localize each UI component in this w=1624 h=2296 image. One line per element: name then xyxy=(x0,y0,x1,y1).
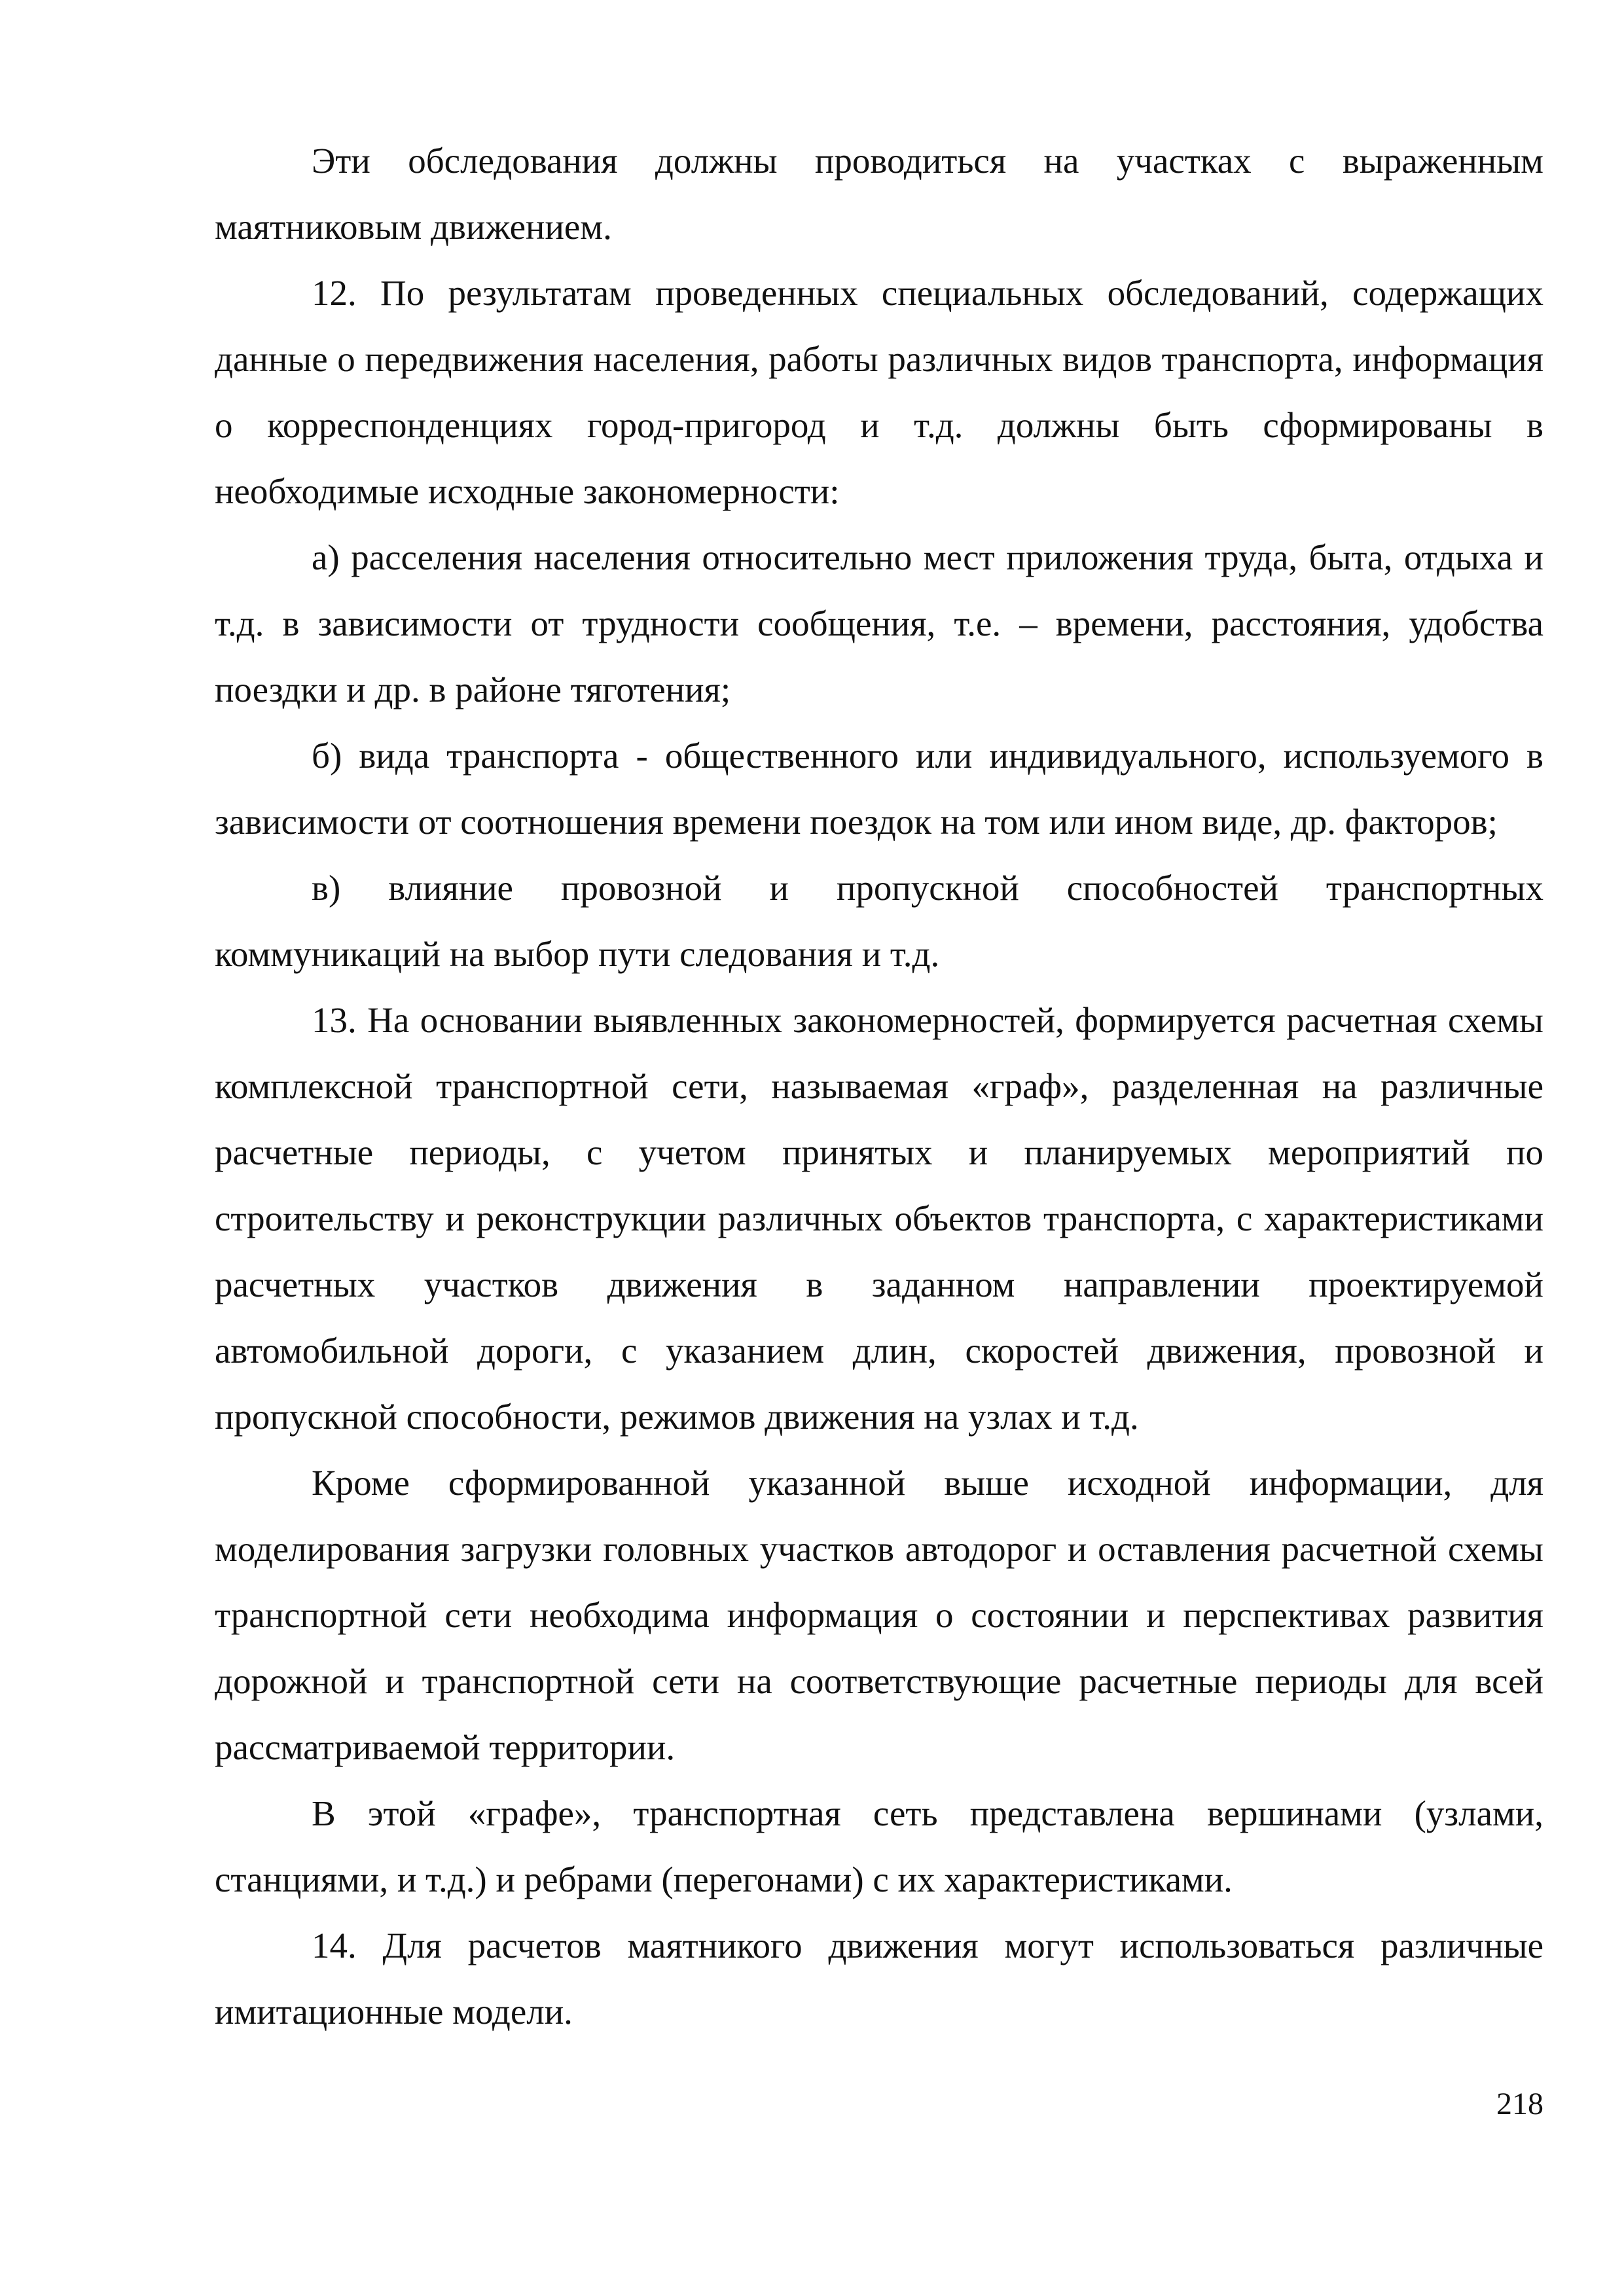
page-number: 218 xyxy=(1496,2087,1543,2121)
paragraph-subitem-a: а) расселения населения относительно мест приложения труда, быта, отдыха и т.д. в зависимости от трудности сообщения, т.е. – времени, расстояния, удобства поездки и др. в районе тяготения; xyxy=(215,537,1543,709)
paragraph-subitem-v: в) влияние провозной и пропускной способностей транспортных коммуникаций на выбор пути следования и т.д. xyxy=(215,868,1543,974)
paragraph-subitem-b: б) вида транспорта - общественного или индивидуального, используемого в зависимости от соотношения времени поездок на том или ином виде, др. факторов; xyxy=(215,736,1543,842)
paragraph-graph-definition: В этой «графе», транспортная сеть представлена вершинами (узлами, станциями, и т.д.) и ребрами (перегонами) с их характеристиками. xyxy=(215,1793,1543,1899)
paragraph-item-13: 13. На основании выявленных закономерностей, формируется расчетная схемы комплексной транспортной сети, называемая «граф», разделенная на различные расчетные периоды, с учетом принятых и планируемых мероприятий по строительству и реконструкции различных объектов транспорта, с характеристиками расчетных участков движения в заданном направлении проектируемой автомобильной дороги, с указанием длин, скоростей движения, провозной и пропускной способности, режимов движения на узлах и т.д. xyxy=(215,1000,1543,1437)
paragraph-additional-info: Кроме сформированной указанной выше исходной информации, для моделирования загрузки головных участков автодорог и оставления расчетной схемы транспортной сети необходима информация о состоянии и перспективах развития дорожной и транспортной сети на соответствующие расчетные периоды для всей рассматриваемой территории. xyxy=(215,1463,1543,1767)
paragraph-survey-sites: Эти обследования должны проводиться на участках с выраженным маятниковым движением. xyxy=(215,141,1543,247)
paragraph-item-12: 12. По результатам проведенных специальных обследований, содержащих данные о передвижения населения, работы различных видов транспорта, информация о корреспонденциях город-пригород и т.д. должны быть сформированы в необходимые исходные закономерности: xyxy=(215,273,1543,511)
document-body xyxy=(215,128,1543,2045)
paragraph-item-14: 14. Для расчетов маятникого движения могут использоваться различные имитационные модели. xyxy=(215,1926,1543,2032)
